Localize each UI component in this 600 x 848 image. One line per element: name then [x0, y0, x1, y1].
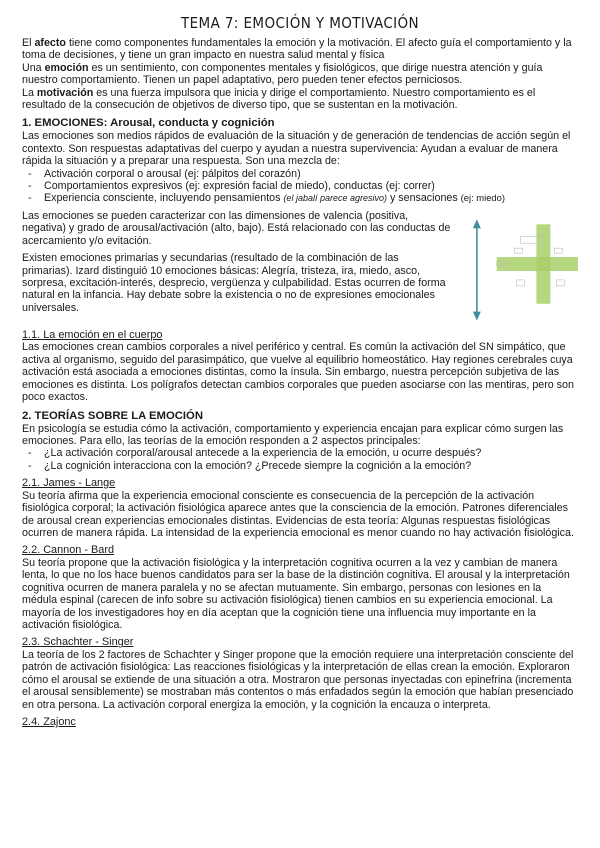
theory-questions-list — [22, 447, 578, 472]
list-item: - ¿La activación corporal/arousal antecede a la experiencia de la emoción, u ocurre después? — [22, 447, 578, 459]
list-item: - Comportamientos expresivos (ej: expresión facial de miedo), conductas (ej: correr) — [22, 180, 578, 192]
list-item: - Experiencia consciente, incluyendo pensamientos (el jabalí parece agresivo) y sensaciones (ej: miedo) — [22, 192, 578, 204]
valence-arousal-diagram — [459, 214, 578, 324]
emotion-components-list — [22, 168, 578, 205]
section-1-paragraph: Las emociones son medios rápidos de evaluación de la situación y de generación de tendencias de acción según el contexto. Son respuestas adaptativas del cuerpo y ayudan a nuestra supervivencia: Ayudan a evaluar de manera rápida la situación y a preparar una respuesta. Son una mezcla de: — [22, 130, 571, 168]
section-2-paragraph: En psicología se estudia cómo la activación, comportamiento y experiencia encajan para explicar cómo surgen las emociones. Para ello, las teorías de la emoción responden a 2 aspectos principales: — [22, 422, 564, 447]
list-item: - ¿La cognición interacciona con la emoción? ¿Precede siempre la cognición a la emoción? — [22, 460, 578, 472]
horizontal-bar — [497, 257, 578, 271]
diagram-box — [514, 248, 522, 253]
term-motivacion: motivación — [36, 86, 94, 99]
intro-emotion-paragraph: Una emoción es un sentimiento, con componentes mentales y fisiológicos, que dirige nuestra atención y guía nuestro comportamiento. Tienen un papel adaptativo, pero pueden tener efectos perniciosos. — [22, 61, 543, 87]
primary-emotions-paragraph: Existen emociones primarias y secundarias (resultado de la combinación de las primarias). Izard distinguió 10 emociones básicas: Alegría, tristeza, ira, miedo, asco, sorpresa, excitación-interés, desprecio, vergüenza y culpabilidad. Estas ocurren de forma natural en la infancia. Hay debate sobre la existencia o no de expresiones emocionales universales. — [22, 252, 446, 314]
page-title: TEMA 7: EMOCIÓN Y MOTIVACIÓN — [180, 14, 420, 32]
section-2-3-paragraph: La teoría de los 2 factores de Schachter y Singer propone que la emoción requiere una interpretación consciente del patrón de activación fisiológica: Las reacciones fisiológicas y la interpretación de ellas crean la emoción. Exploraron cómo el arousal se extiende de una situación a otra. Mostraron que personas inyectadas con epinefrina (incrementa el arousal sensiblemente) se mostraban más contentos o más enfadados según la emoción que habían presenciado en otra persona. La activación corporal energiza la emoción, y la cognición la encauza o interpreta. — [22, 648, 574, 711]
section-2-3-heading: 2.3. Schachter - Singer — [22, 636, 134, 649]
term-emocion: emoción — [44, 61, 89, 74]
section-2-1-heading: 2.1. James - Lange — [22, 477, 116, 490]
diagram-box — [556, 280, 564, 286]
list-item: - Activación corporal o arousal (ej: pálpitos del corazón) — [22, 168, 578, 180]
section-1-1-paragraph: Las emociones crean cambios corporales a nivel periférico y central. Es común la activación del SN simpático, que activa al organismo, seguido del parasimpático, que vuelve al equilibrio homeostático. Hay regiones cerebrales cuya activación está asociada a emociones distintas, como la ínsula. Sin embargo, nuestra percepción subjetiva de las emociones es distinta. Los polígrafos detectan cambios corporales que pueden asociarse con las mentiras, pero son poco exactos. — [22, 341, 574, 404]
diagram-box — [554, 248, 562, 253]
section-2-heading: 2. TEORÍAS SOBRE LA EMOCIÓN — [22, 409, 203, 422]
section-1-heading: 1. EMOCIONES: Arousal, conducta y cognición — [22, 117, 275, 130]
section-2-4-heading: 2.4. Zajonc — [22, 716, 76, 728]
intro-motivation-paragraph: La motivación es una fuerza impulsora que inicia y dirige el comportamiento. Nuestro comportamiento es el resultado de la consecución de objetivos de diverso tipo, que se sustentan en la motivación. — [22, 86, 536, 112]
section-2-1-paragraph: Su teoría afirma que la experiencia emocional consciente es consecuencia de la percepción de la activación fisiológica corporal; la activación fisiológica aparece antes que la consciencia de la emoción. Patrones diferenciales de arousal crean experiencias emocionales distintas. Evidencias de esta teoría: Algunas respuestas fisiológicas ocurren de manera rápida. La intensidad de la experiencia emocional es menor cuando no hay activación fisiológica. — [22, 489, 574, 539]
term-afecto: afecto — [34, 37, 66, 49]
valence-paragraph: Las emociones se pueden caracterizar con las dimensiones de valencia (positiva, negativa) y grado de arousal/activación (alto, bajo). Está relacionado con las conductas de acercamiento y/o evitación. — [22, 209, 451, 247]
arrow-up-icon — [473, 219, 481, 228]
section-1-1-heading: 1.1. La emoción en el cuerpo — [22, 328, 163, 341]
valence-row — [22, 210, 578, 324]
section-2-2-paragraph: Su teoría propone que la activación fisiológica y la interpretación cognitiva ocurren a la vez y cambian de manera lenta, lo que no los hace buenos candidatos para ser la base de la distinción cognitiva. El arousal y la interpretación cognitiva ocurren de manera paralela y no se afectan mutuamente. Sin embargo, personas con lesiones en la médula espinal (carecen de info sobre su activación fisiológica) tienen cambios en su experiencia emocional. La mayoría de los investigadores hoy en día aceptan que la cognición tiene una influencia muy importante en la activación fisiológica. — [22, 556, 570, 631]
diagram-box — [516, 280, 524, 286]
section-2-2-heading: 2.2. Cannon - Bard — [22, 544, 115, 557]
intro-affect-paragraph: El afecto tiene como componentes fundamentales la emoción y la motivación. El afecto guía el comportamiento y la toma de decisiones, y tiene un gran impacto en nuestra salud mental y física — [22, 37, 572, 62]
arrow-down-icon — [473, 312, 481, 321]
